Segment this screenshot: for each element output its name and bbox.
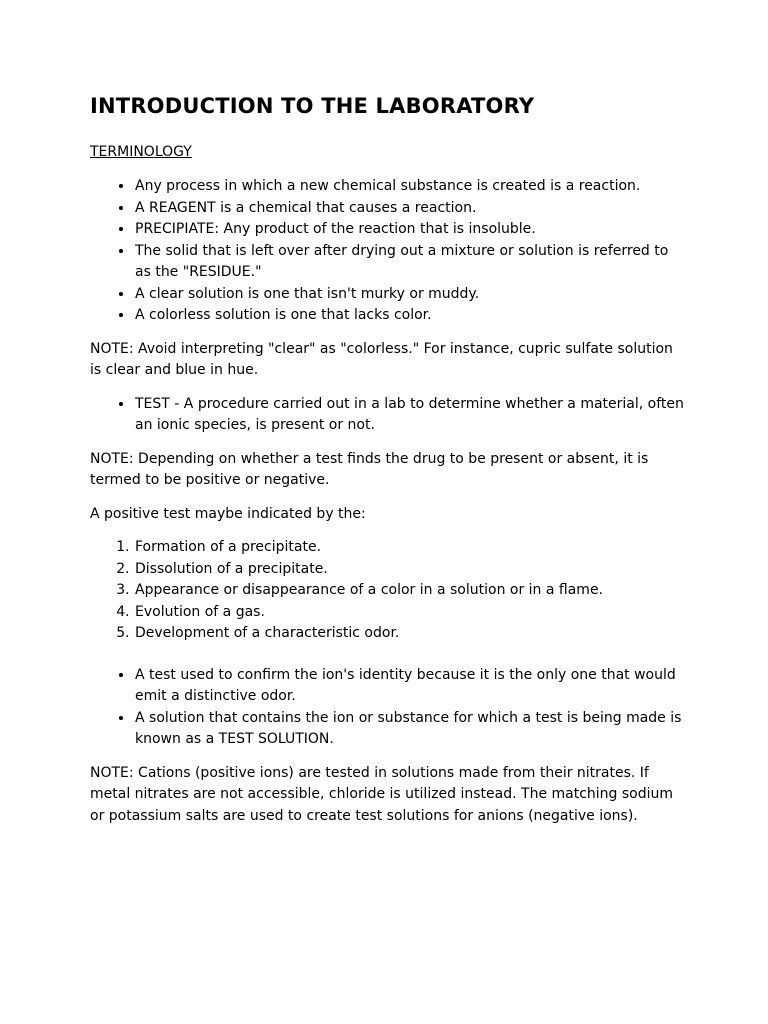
list-item: 1. Formation of a precipitate.	[134, 537, 688, 559]
list-item: • A clear solution is one that isn't murky or muddy.	[134, 284, 688, 306]
positive-indicators-numbered-list	[90, 537, 688, 645]
test-definition-list	[90, 394, 688, 437]
note-paragraph: NOTE: Cations (positive ions) are tested in solutions made from their nitrates. If metal nitrates are not accessible, chloride is utilized instead. The matching sodium or potassium salts are used to create test solutions for anions (negative ions).	[90, 764, 674, 824]
test-solution-bullet-list	[90, 665, 688, 751]
list-item: 4. Evolution of a gas.	[134, 602, 688, 624]
list-item: • A solution that contains the ion or substance for which a test is being made is known as a TEST SOLUTION.	[134, 708, 688, 751]
list-item: • PRECIPIATE: Any product of the reaction that is insoluble.	[134, 219, 688, 241]
list-item: • TEST - A procedure carried out in a lab to determine whether a material, often an ionic species, is present or not.	[134, 394, 688, 437]
list-item: • A colorless solution is one that lacks color.	[134, 305, 688, 327]
page-title: INTRODUCTION TO THE LABORATORY	[90, 94, 535, 118]
positive-test-intro: A positive test maybe indicated by the:	[90, 505, 366, 522]
list-item: 3. Appearance or disappearance of a color in a solution or in a flame.	[134, 580, 688, 602]
note-paragraph: NOTE: Avoid interpreting "clear" as "colorless." For instance, cupric sulfate solution is clear and blue in hue.	[90, 340, 673, 378]
list-item: • A test used to confirm the ion's identity because it is the only one that would emit a distinctive odor.	[134, 665, 688, 708]
section-heading-terminology: TERMINOLOGY	[90, 144, 192, 160]
list-item: 2. Dissolution of a precipitate.	[134, 559, 688, 581]
list-item: 5. Development of a characteristic odor.	[134, 623, 688, 645]
list-item: • The solid that is left over after drying out a mixture or solution is referred to as the "RESIDUE."	[134, 241, 688, 284]
list-item: • A REAGENT is a chemical that causes a reaction.	[134, 198, 688, 220]
list-item: • Any process in which a new chemical substance is created is a reaction.	[134, 176, 688, 198]
note-paragraph: NOTE: Depending on whether a test finds the drug to be present or absent, it is termed to be positive or negative.	[90, 450, 649, 488]
terminology-bullet-list	[90, 176, 688, 327]
